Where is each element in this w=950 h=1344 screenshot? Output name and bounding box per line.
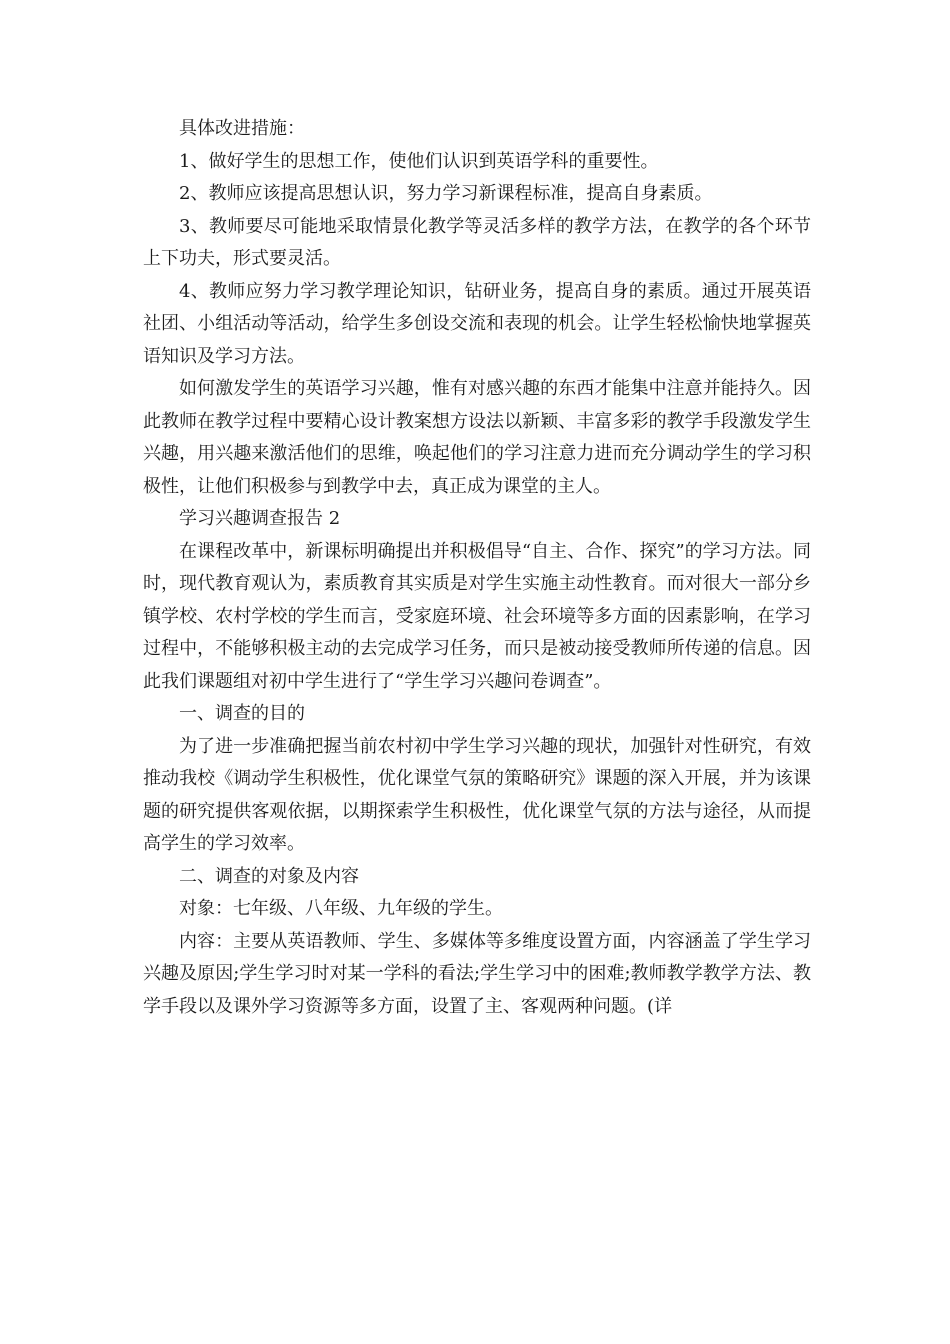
section-heading-survey-subjects: 二、调查的对象及内容 <box>179 865 359 887</box>
paragraph-survey-subjects: 对象：七年级、八年级、九年级的学生。 <box>179 898 503 919</box>
section-heading-survey-purpose: 一、调查的目的 <box>179 703 305 724</box>
paragraph-survey-content: 内容：主要从英语教师、学生、多媒体等多维度设置方面，内容涵盖了学生学习兴趣及原因;学生学习时对某一学科的看法;学生学习中的困难;教师教学教学方法、教学手段以及课外学习资源等多方面，设置了主、客观两种问题。(详 <box>143 930 811 1017</box>
paragraph-measure-4: 4、教师应努力学习教学理论知识，钻研业务，提高自身的素质。通过开展英语社团、小组活动等活动，给学生多创设交流和表现的机会。让学生轻松愉快地掌握英语知识及学习方法。 <box>143 280 811 367</box>
document-page <box>143 113 811 1023</box>
paragraph-improvement-measures-title: 具体改进措施： <box>179 118 305 139</box>
paragraph-measure-2: 2、教师应该提高思想认识，努力学习新课程标准，提高自身素质。 <box>179 183 713 204</box>
paragraph-curriculum-reform: 在课程改革中，新课标明确提出并积极倡导“自主、合作、探究”的学习方法。同时，现代教育观认为，素质教育其实质是对学生实施主动性教育。而对很大一部分乡镇学校、农村学校的学生而言，受家庭环境、社会环境等多方面的因素影响，在学习过程中，不能够积极主动的去完成学习任务，而只是被动接受教师所传递的信息。因此我们课题组对初中学生进行了“学生学习兴趣问卷调查”。 <box>143 540 811 692</box>
section-title-report-2: 学习兴趣调查报告 2 <box>179 508 341 529</box>
paragraph-measure-3: 3、教师要尽可能地采取情景化教学等灵活多样的教学方法，在教学的各个环节上下功夫，形式要灵活。 <box>143 215 811 269</box>
paragraph-interest-motivation: 如何激发学生的英语学习兴趣，惟有对感兴趣的东西才能集中注意并能持久。因此教师在教学过程中要精心设计教案想方设法以新颖、丰富多彩的教学手段激发学生兴趣，用兴趣来激活他们的思维，唤起他们的学习注意力进而充分调动学生的学习积极性，让他们积极参与到教学中去，真正成为课堂的主人。 <box>143 378 811 497</box>
paragraph-measure-1: 1、做好学生的思想工作，使他们认识到英语学科的重要性。 <box>179 150 659 172</box>
paragraph-survey-purpose: 为了进一步准确把握当前农村初中学生学习兴趣的现状，加强针对性研究，有效推动我校《调动学生积极性，优化课堂气氛的策略研究》课题的深入开展，并为该课题的研究提供客观依据，以期探索学生积极性，优化课堂气氛的方法与途径，从而提高学生的学习效率。 <box>143 735 811 854</box>
